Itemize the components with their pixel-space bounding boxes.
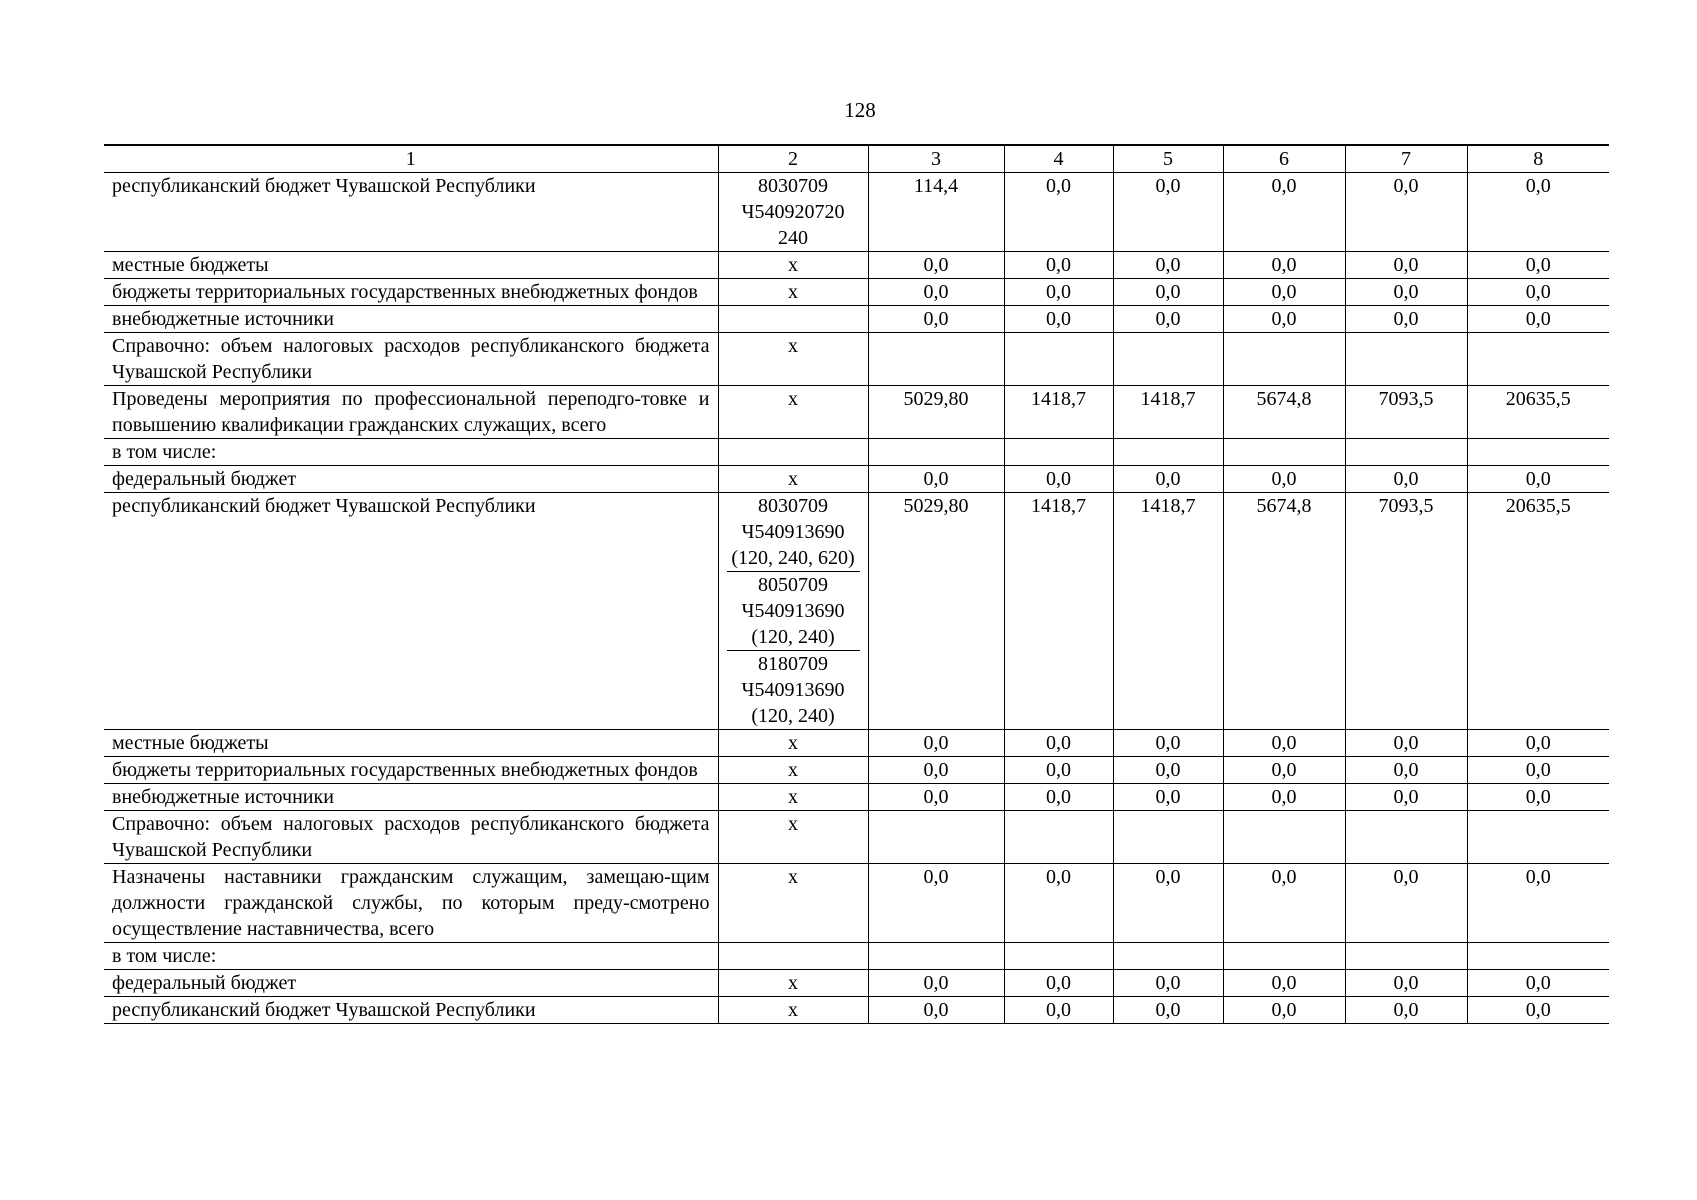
value-cell: 20635,5 [1467,493,1609,730]
value-cell: 0,0 [868,730,1004,757]
value-cell: 20635,5 [1467,386,1609,439]
value-cell: 0,0 [1223,784,1345,811]
value-cell [1113,439,1223,466]
value-cell [1113,333,1223,386]
table-row [104,252,1609,279]
row-label: в том числе: [104,943,718,970]
value-cell [1467,439,1609,466]
budget-code-cell [718,943,868,970]
value-cell: 5029,80 [868,493,1004,730]
value-cell: 0,0 [1467,306,1609,333]
column-number-row [104,145,1609,173]
table-row [104,333,1609,386]
value-cell: 0,0 [1113,730,1223,757]
value-cell: 0,0 [1113,997,1223,1024]
budget-code-cell [718,252,868,279]
value-cell [1345,943,1467,970]
value-cell: 0,0 [1467,864,1609,943]
value-cell: 0,0 [868,784,1004,811]
budget-code-cell [718,730,868,757]
value-cell: 0,0 [868,757,1004,784]
table-row [104,173,1609,252]
value-cell: 0,0 [1113,173,1223,252]
budget-code: х [788,972,798,994]
value-cell: 1418,7 [1113,386,1223,439]
value-cell: 0,0 [1345,784,1467,811]
budget-code: х [788,281,798,303]
table-row [104,864,1609,943]
value-cell: 0,0 [1223,730,1345,757]
budget-code: х [788,468,798,490]
value-cell: 0,0 [1223,466,1345,493]
value-cell: 0,0 [1345,252,1467,279]
value-cell: 5674,8 [1223,386,1345,439]
budget-code-cell [718,997,868,1024]
value-cell: 0,0 [1345,864,1467,943]
value-cell: 0,0 [1467,757,1609,784]
budget-code: 8050709 Ч540913690 (120, 240) [727,571,860,650]
value-cell: 5029,80 [868,386,1004,439]
value-cell: 0,0 [1223,279,1345,306]
budget-code: х [788,866,798,888]
column-number: 4 [1004,145,1113,173]
value-cell: 114,4 [868,173,1004,252]
page-number: 128 [844,98,876,122]
budget-code-cell [718,439,868,466]
value-cell: 0,0 [1113,306,1223,333]
value-cell: 0,0 [868,997,1004,1024]
column-number: 3 [868,145,1004,173]
value-cell: 0,0 [1467,252,1609,279]
value-cell: 0,0 [1345,757,1467,784]
budget-code-cell [718,173,868,252]
value-cell: 0,0 [868,306,1004,333]
budget-code-cell [718,333,868,386]
value-cell [1345,811,1467,864]
budget-code: 8180709 Ч540913690 (120, 240) [727,650,860,729]
table-row [104,439,1609,466]
value-cell: 0,0 [1113,757,1223,784]
row-label: Назначены наставники гражданским служащим, замещаю-щим должности гражданской службы, по которым преду-смотрено осуществление наставничества, всего [104,864,718,943]
value-cell: 0,0 [868,279,1004,306]
column-number: 6 [1223,145,1345,173]
value-cell: 1418,7 [1004,386,1113,439]
row-label: республиканский бюджет Чувашской Республики [104,173,718,252]
value-cell: 0,0 [1345,279,1467,306]
budget-code: х [788,786,798,808]
budget-code-cell [718,386,868,439]
table-row [104,784,1609,811]
value-cell: 0,0 [1223,757,1345,784]
budget-code-cell [718,493,868,730]
value-cell: 0,0 [1113,466,1223,493]
value-cell: 0,0 [1345,730,1467,757]
value-cell: 0,0 [1004,279,1113,306]
value-cell: 0,0 [1004,730,1113,757]
budget-code-cell [718,811,868,864]
row-label: федеральный бюджет [104,970,718,997]
value-cell: 7093,5 [1345,493,1467,730]
value-cell: 0,0 [1004,997,1113,1024]
value-cell [1004,439,1113,466]
column-number: 8 [1467,145,1609,173]
value-cell: 5674,8 [1223,493,1345,730]
value-cell: 0,0 [1467,173,1609,252]
value-cell [868,811,1004,864]
row-label: местные бюджеты [104,252,718,279]
value-cell: 0,0 [1004,466,1113,493]
budget-code-cell [718,864,868,943]
value-cell [868,943,1004,970]
value-cell: 0,0 [1467,279,1609,306]
table-row [104,306,1609,333]
value-cell [1004,811,1113,864]
table-row [104,997,1609,1024]
value-cell: 0,0 [1345,970,1467,997]
value-cell: 0,0 [868,466,1004,493]
value-cell: 0,0 [1223,173,1345,252]
row-label: бюджеты территориальных государственных внебюджетных фондов [104,757,718,784]
value-cell [1467,333,1609,386]
table-row [104,386,1609,439]
budget-code: 8030709 Ч540920720 240 [741,175,845,249]
value-cell: 0,0 [1113,252,1223,279]
value-cell: 7093,5 [1345,386,1467,439]
table-row [104,943,1609,970]
budget-code: х [788,335,798,357]
value-cell: 0,0 [1004,784,1113,811]
value-cell: 0,0 [1467,970,1609,997]
value-cell: 0,0 [1113,784,1223,811]
value-cell: 0,0 [1467,466,1609,493]
value-cell: 0,0 [1113,279,1223,306]
value-cell: 0,0 [1223,970,1345,997]
value-cell: 0,0 [1004,306,1113,333]
value-cell [1223,333,1345,386]
value-cell [1467,811,1609,864]
value-cell: 0,0 [1223,864,1345,943]
budget-code-cell [718,784,868,811]
value-cell: 0,0 [1467,730,1609,757]
value-cell: 0,0 [1113,970,1223,997]
value-cell: 0,0 [868,252,1004,279]
budget-code: х [788,813,798,835]
row-label: местные бюджеты [104,730,718,757]
table-row [104,811,1609,864]
value-cell: 0,0 [1223,997,1345,1024]
row-label: республиканский бюджет Чувашской Республики [104,493,718,730]
row-label: внебюджетные источники [104,306,718,333]
value-cell: 0,0 [1345,306,1467,333]
budget-table [104,144,1609,1024]
value-cell [1467,943,1609,970]
row-label: Справочно: объем налоговых расходов республиканского бюджета Чувашской Республики [104,333,718,386]
row-label: бюджеты территориальных государственных внебюджетных фондов [104,279,718,306]
value-cell: 1418,7 [1004,493,1113,730]
column-number: 2 [718,145,868,173]
column-number: 1 [104,145,718,173]
value-cell: 0,0 [868,970,1004,997]
budget-code-cell [718,466,868,493]
table-row [104,757,1609,784]
value-cell: 0,0 [1004,173,1113,252]
table-body [104,145,1609,1024]
table-row [104,279,1609,306]
value-cell: 0,0 [1004,970,1113,997]
value-cell: 0,0 [1004,252,1113,279]
table-row [104,493,1609,730]
value-cell [1113,811,1223,864]
budget-code: х [788,254,798,276]
table-row [104,730,1609,757]
value-cell: 0,0 [1004,757,1113,784]
row-label: в том числе: [104,439,718,466]
budget-code: х [788,732,798,754]
value-cell: 0,0 [1223,306,1345,333]
row-label: Проведены мероприятия по профессиональной переподго-товке и повышению квалификации гражданских служащих, всего [104,386,718,439]
value-cell [1345,439,1467,466]
value-cell [1004,943,1113,970]
budget-code-cell [718,970,868,997]
budget-code: х [788,759,798,781]
value-cell [1223,811,1345,864]
value-cell: 0,0 [1113,864,1223,943]
value-cell: 0,0 [1345,997,1467,1024]
budget-code: х [788,388,798,410]
value-cell [1223,943,1345,970]
value-cell [1113,943,1223,970]
value-cell: 0,0 [1223,252,1345,279]
table-row [104,970,1609,997]
budget-code-cell [718,279,868,306]
value-cell [1345,333,1467,386]
row-label: Справочно: объем налоговых расходов республиканского бюджета Чувашской Республики [104,811,718,864]
value-cell: 0,0 [868,864,1004,943]
column-number: 5 [1113,145,1223,173]
column-number: 7 [1345,145,1467,173]
budget-code: 8030709 Ч540913690 (120, 240, 620) [731,495,855,569]
value-cell: 0,0 [1467,997,1609,1024]
budget-code: х [788,999,798,1021]
row-label: внебюджетные источники [104,784,718,811]
value-cell [868,439,1004,466]
value-cell: 0,0 [1345,173,1467,252]
value-cell [868,333,1004,386]
row-label: федеральный бюджет [104,466,718,493]
table-row [104,466,1609,493]
value-cell: 0,0 [1345,466,1467,493]
budget-code-cell [718,757,868,784]
value-cell [1223,439,1345,466]
row-label: республиканский бюджет Чувашской Республики [104,997,718,1024]
budget-code-cell [718,306,868,333]
value-cell: 0,0 [1467,784,1609,811]
value-cell: 1418,7 [1113,493,1223,730]
value-cell: 0,0 [1004,864,1113,943]
value-cell [1004,333,1113,386]
